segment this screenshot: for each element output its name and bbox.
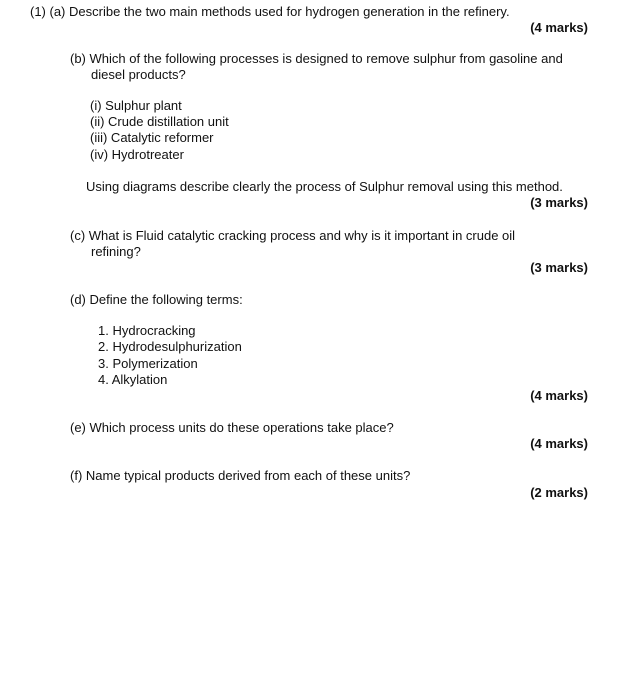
option-item: (ii) Crude distillation unit: [90, 114, 229, 129]
question-b-text-line1: (b) Which of the following processes is designed to remove sulphur from gasoline and: [70, 51, 563, 66]
question-f-text: (f) Name typical products derived from each of these units?: [70, 468, 411, 483]
question-d-marks: (4 marks): [530, 388, 588, 403]
term-item: 1. Hydrocracking: [98, 323, 196, 338]
question-b-followup: Using diagrams describe clearly the process of Sulphur removal using this method.: [86, 179, 563, 194]
term-item: 4. Alkylation: [98, 372, 168, 387]
question-b-text-line2: diesel products?: [91, 67, 186, 82]
option-item: (iii) Catalytic reformer: [90, 130, 214, 145]
term-item: 3. Polymerization: [98, 356, 198, 371]
term-item: 2. Hydrodesulphurization: [98, 339, 242, 354]
question-a-marks: (4 marks): [530, 20, 588, 35]
question-e-marks: (4 marks): [530, 436, 588, 451]
question-c-text-line1: (c) What is Fluid catalytic cracking process and why is it important in crude oil: [70, 228, 516, 243]
question-d-text: (d) Define the following terms:: [70, 292, 243, 307]
question-b-marks: (3 marks): [530, 195, 588, 210]
question-a-text: (1) (a) Describe the two main methods used for hydrogen generation in the refinery.: [30, 4, 510, 19]
option-item: (iv) Hydrotreater: [90, 147, 184, 162]
question-c-marks: (3 marks): [530, 260, 588, 275]
question-f-marks: (2 marks): [530, 485, 588, 500]
question-c-text-line2: refining?: [91, 244, 141, 259]
option-item: (i) Sulphur plant: [90, 98, 182, 113]
question-e-text: (e) Which process units do these operations take place?: [70, 420, 394, 435]
